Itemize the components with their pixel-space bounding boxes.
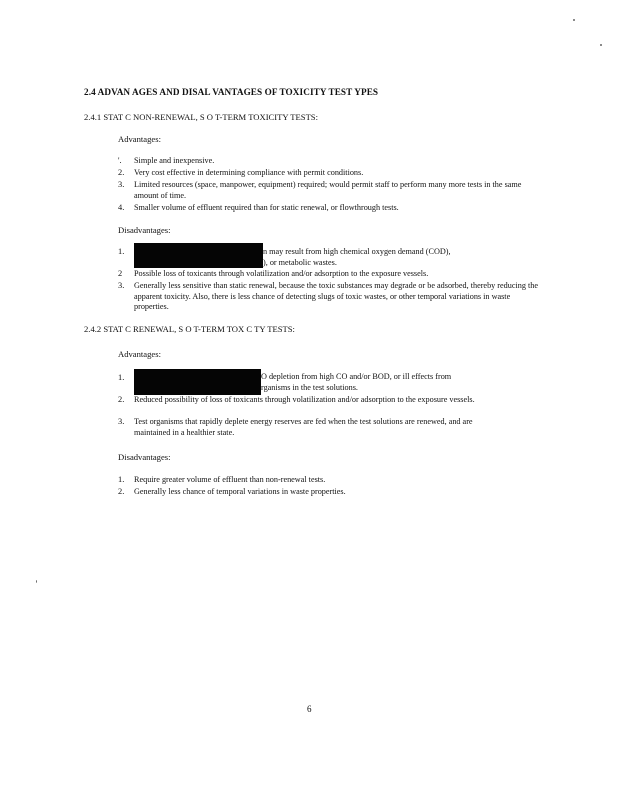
list-item: Very cost effective in determining compliance with permit conditions.	[134, 168, 364, 177]
section-title: 2.4 ADVAN AGES AND DISAL VANTAGES OF TOXICITY TEST YPES	[84, 87, 379, 97]
list-item: Simple and inexpensive.	[134, 156, 215, 165]
list-item: Smaller volume of effluent required than for static renewal, or flowthrough tests.	[134, 203, 399, 212]
disadvantages-label: Disadvantages:	[118, 452, 171, 462]
list-item: Limited resources (space, manpower, equipment) required; would permit staff to perform many more tests in the same amount of time.	[134, 180, 522, 200]
list-number: 3.	[118, 417, 125, 426]
page-number: 6	[307, 704, 312, 714]
list-number: 2.	[118, 395, 125, 404]
list-number: 3.	[118, 281, 125, 290]
list-number: 2.	[118, 168, 125, 177]
list-number: '.	[118, 156, 122, 165]
subsection-heading-2-4-2: 2.4.2 STAT C RENEWAL, S O T-TERM TOX C TY TESTS:	[84, 324, 295, 334]
redaction-block	[134, 369, 261, 395]
list-item: Require greater volume of effluent than non-renewal tests.	[134, 475, 326, 484]
scan-speck	[573, 19, 575, 21]
list-number: 2	[118, 269, 123, 278]
list-item: Generally less chance of temporal variations in waste properties.	[134, 487, 346, 496]
list-item: ), or metabolic wastes.	[263, 258, 337, 267]
list-item: O depletion from high CO and/or BOD, or ill effects from	[261, 372, 452, 381]
scan-speck	[600, 44, 602, 46]
list-number: 1.	[118, 373, 125, 382]
list-number: 2.	[118, 487, 125, 496]
list-number: 1.	[118, 475, 125, 484]
scan-speck	[36, 580, 37, 583]
list-item: rganisms in the test solutions.	[261, 383, 358, 392]
list-number: 1.	[118, 247, 125, 256]
list-item: Reduced possibility of loss of toxicants through volatilization and/or adsorption to the exposure vessels.	[134, 395, 475, 404]
list-number: 4.	[118, 203, 125, 212]
list-item: Generally less sensitive than static renewal, because the toxic substances may degrade or be adsorbed, thereby reducing the apparent toxicity. Also, there is less chance of detecting slugs of toxic wastes, or other temporal variations in waste properties.	[134, 281, 538, 312]
advantages-label: Advantages:	[118, 134, 161, 144]
disadvantages-label: Disadvantages:	[118, 225, 171, 235]
list-item: Possible loss of toxicants through volatilization and/or adsorption to the exposure vessels.	[134, 269, 429, 278]
advantages-label: Advantages:	[118, 349, 161, 359]
subsection-heading-2-4-1: 2.4.1 STAT C NON-RENEWAL, S O T-TERM TOXICITY TESTS:	[84, 112, 318, 122]
list-number: 3.	[118, 180, 125, 189]
list-item: Test organisms that rapidly deplete energy reserves are fed when the test solutions are renewed, and are maintained in a healthier state.	[134, 417, 473, 437]
redaction-block	[134, 243, 263, 268]
list-item: n may result from high chemical oxygen demand (COD),	[263, 247, 451, 256]
